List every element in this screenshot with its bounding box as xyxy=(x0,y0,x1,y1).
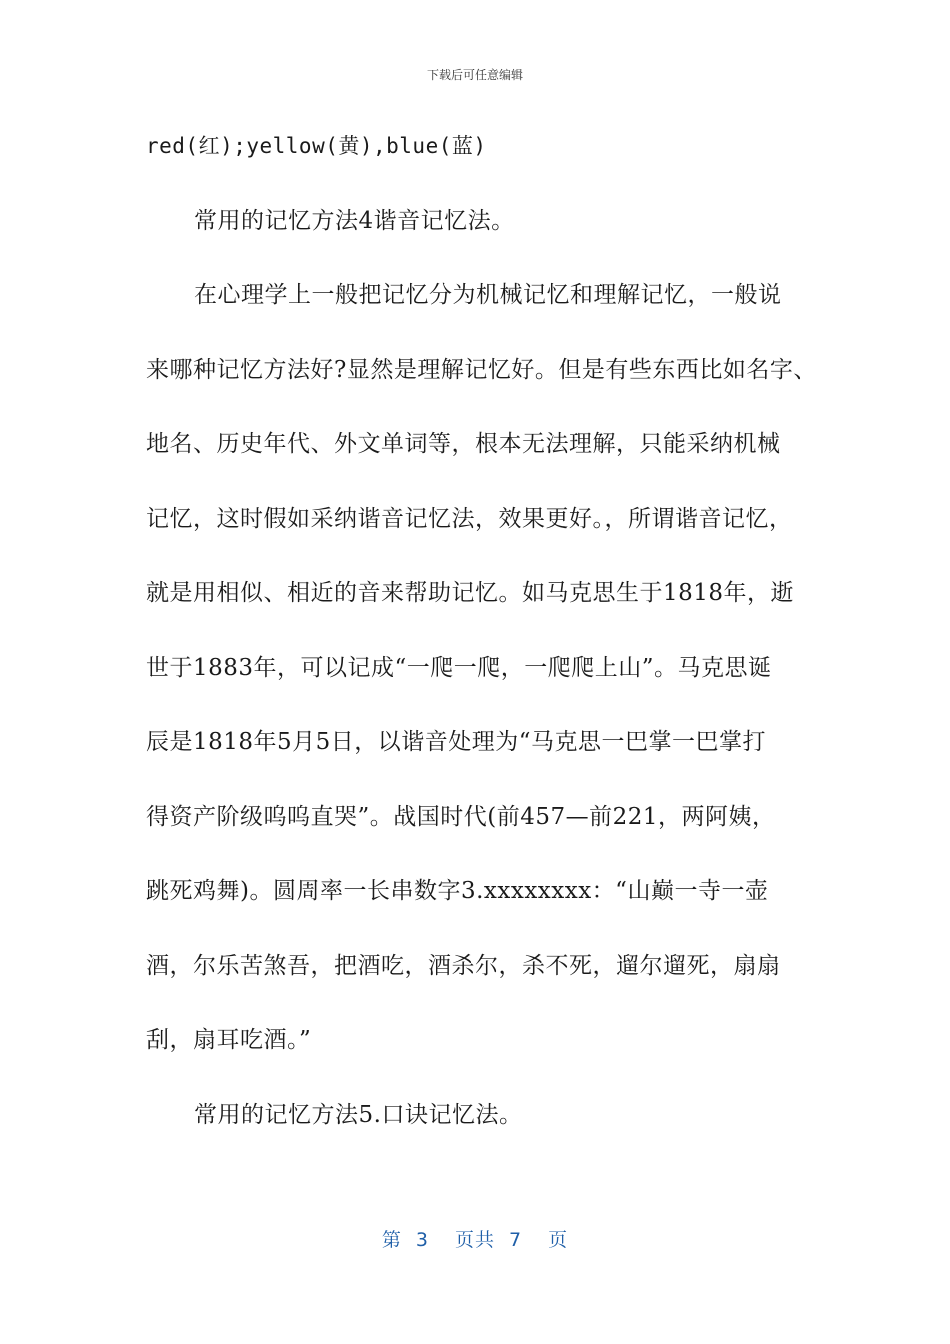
footer-page-prefix: 第 xyxy=(381,1229,402,1251)
paragraph-line: 得资产阶级呜呜直哭”。战国时代(前457—前221，两阿姨， xyxy=(146,803,776,830)
section-heading-mnemonic: 常用的记忆方法5.口诀记忆法。 xyxy=(194,1101,523,1128)
paragraph-line: 地名、历史年代、外文单词等，根本无法理解，只能采纳机械 xyxy=(146,431,781,457)
paragraph-line: 刮，扇耳吃酒。” xyxy=(146,1027,312,1053)
section-heading-homophone: 常用的记忆方法4谐音记忆法。 xyxy=(194,207,515,234)
paragraph-line: 跳死鸡舞)。圆周率一长串数字3.xxxxxxxx：“山巅一寺一壶 xyxy=(146,878,769,904)
text-line-colors: red(红);yellow(黄),blue(蓝) xyxy=(146,134,487,158)
footer-page-suffix: 页 xyxy=(548,1229,569,1251)
paragraph-line: 酒，尔乐苦煞吾，把酒吃，酒杀尔，杀不死，遛尔遛死，扇扇 xyxy=(146,952,781,979)
footer-total-pages: 7 xyxy=(509,1229,523,1251)
paragraph-line: 来哪种记忆方法好?显然是理解记忆好。但是有些东西比如名字、 xyxy=(146,356,817,383)
footer-page-number: 3 xyxy=(415,1229,429,1251)
paragraph-line: 世于1883年，可以记成“一爬一爬，一爬爬上山”。马克思诞 xyxy=(146,654,772,681)
footer-page-middle: 页共 xyxy=(454,1229,495,1251)
paragraph-line: 就是用相似、相近的音来帮助记忆。如马克思生于1818年，逝 xyxy=(146,580,795,606)
page-header: 下载后可任意编辑 xyxy=(426,68,523,82)
page-footer xyxy=(0,1225,950,1252)
paragraph-line: 辰是1818年5月5日，以谐音处理为“马克思一巴掌一巴掌打 xyxy=(146,729,767,755)
document-body xyxy=(146,126,816,1169)
paragraph-line: 在心理学上一般把记忆分为机械记忆和理解记忆，一般说 xyxy=(194,282,782,308)
paragraph-line: 记忆，这时假如采纳谐音记忆法，效果更好。，所谓谐音记忆， xyxy=(146,505,793,532)
